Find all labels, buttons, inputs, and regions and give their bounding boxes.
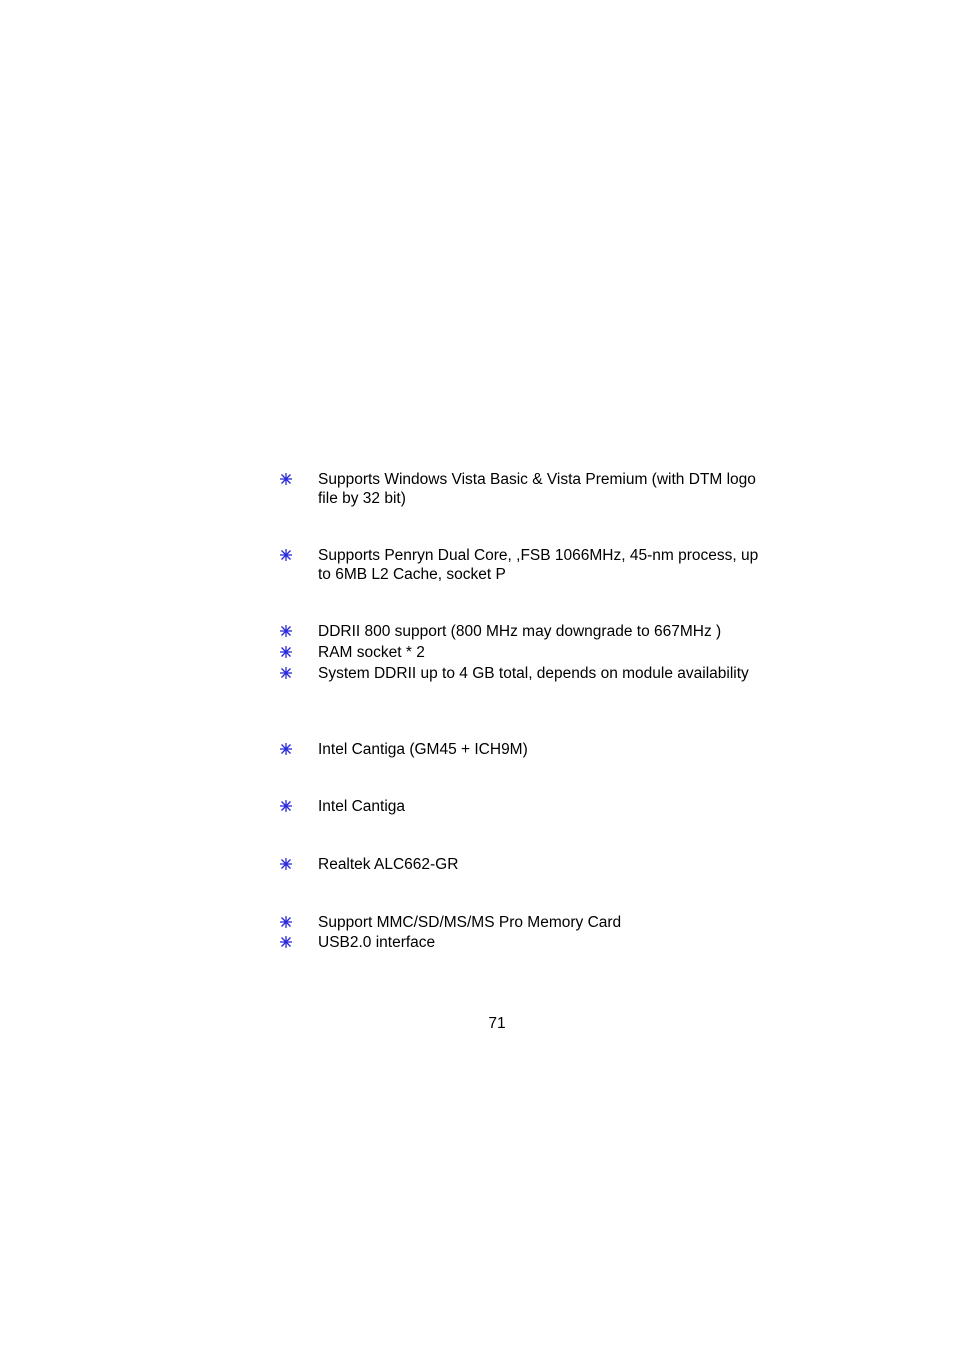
item-graphics (279, 797, 779, 816)
item-text: System DDRII up to 4 GB total, depends on module availability (318, 665, 749, 682)
item-ddr-support (279, 622, 779, 641)
snowflake-bullet-icon (279, 548, 293, 562)
item-os-support (279, 470, 779, 508)
item-text: USB2.0 interface (318, 934, 436, 951)
item-text: Intel Cantiga (318, 798, 406, 815)
snowflake-bullet-icon (279, 624, 293, 638)
item-system-ddr (279, 664, 779, 683)
item-text: Intel Cantiga (GM45 + ICH9M) (318, 741, 528, 758)
item-text: Realtek ALC662-GR (318, 856, 459, 873)
item-text: DDRII 800 support (800 MHz may downgrade to 667MHz ) (318, 623, 722, 640)
page-number: 71 (488, 1015, 506, 1032)
snowflake-bullet-icon (279, 915, 293, 929)
snowflake-bullet-icon (279, 935, 293, 949)
snowflake-bullet-icon (279, 645, 293, 659)
item-cpu-support (279, 546, 779, 584)
item-card-reader (279, 913, 779, 932)
snowflake-bullet-icon (279, 799, 293, 813)
snowflake-bullet-icon (279, 666, 293, 680)
item-ram-socket (279, 643, 779, 662)
item-text: Support MMC/SD/MS/MS Pro Memory Card (318, 914, 622, 931)
item-text: Supports Windows Vista Basic & Vista Premium (with DTM logo file by 32 bit) (318, 471, 756, 507)
snowflake-bullet-icon (279, 742, 293, 756)
item-text: RAM socket * 2 (318, 644, 425, 661)
snowflake-bullet-icon (279, 857, 293, 871)
item-usb-interface (279, 933, 779, 952)
snowflake-bullet-icon (279, 472, 293, 486)
item-chipset (279, 740, 779, 759)
item-text: Supports Penryn Dual Core, ,FSB 1066MHz, 45-nm process, up to 6MB L2 Cache, socket P (318, 547, 759, 583)
item-audio (279, 855, 779, 874)
